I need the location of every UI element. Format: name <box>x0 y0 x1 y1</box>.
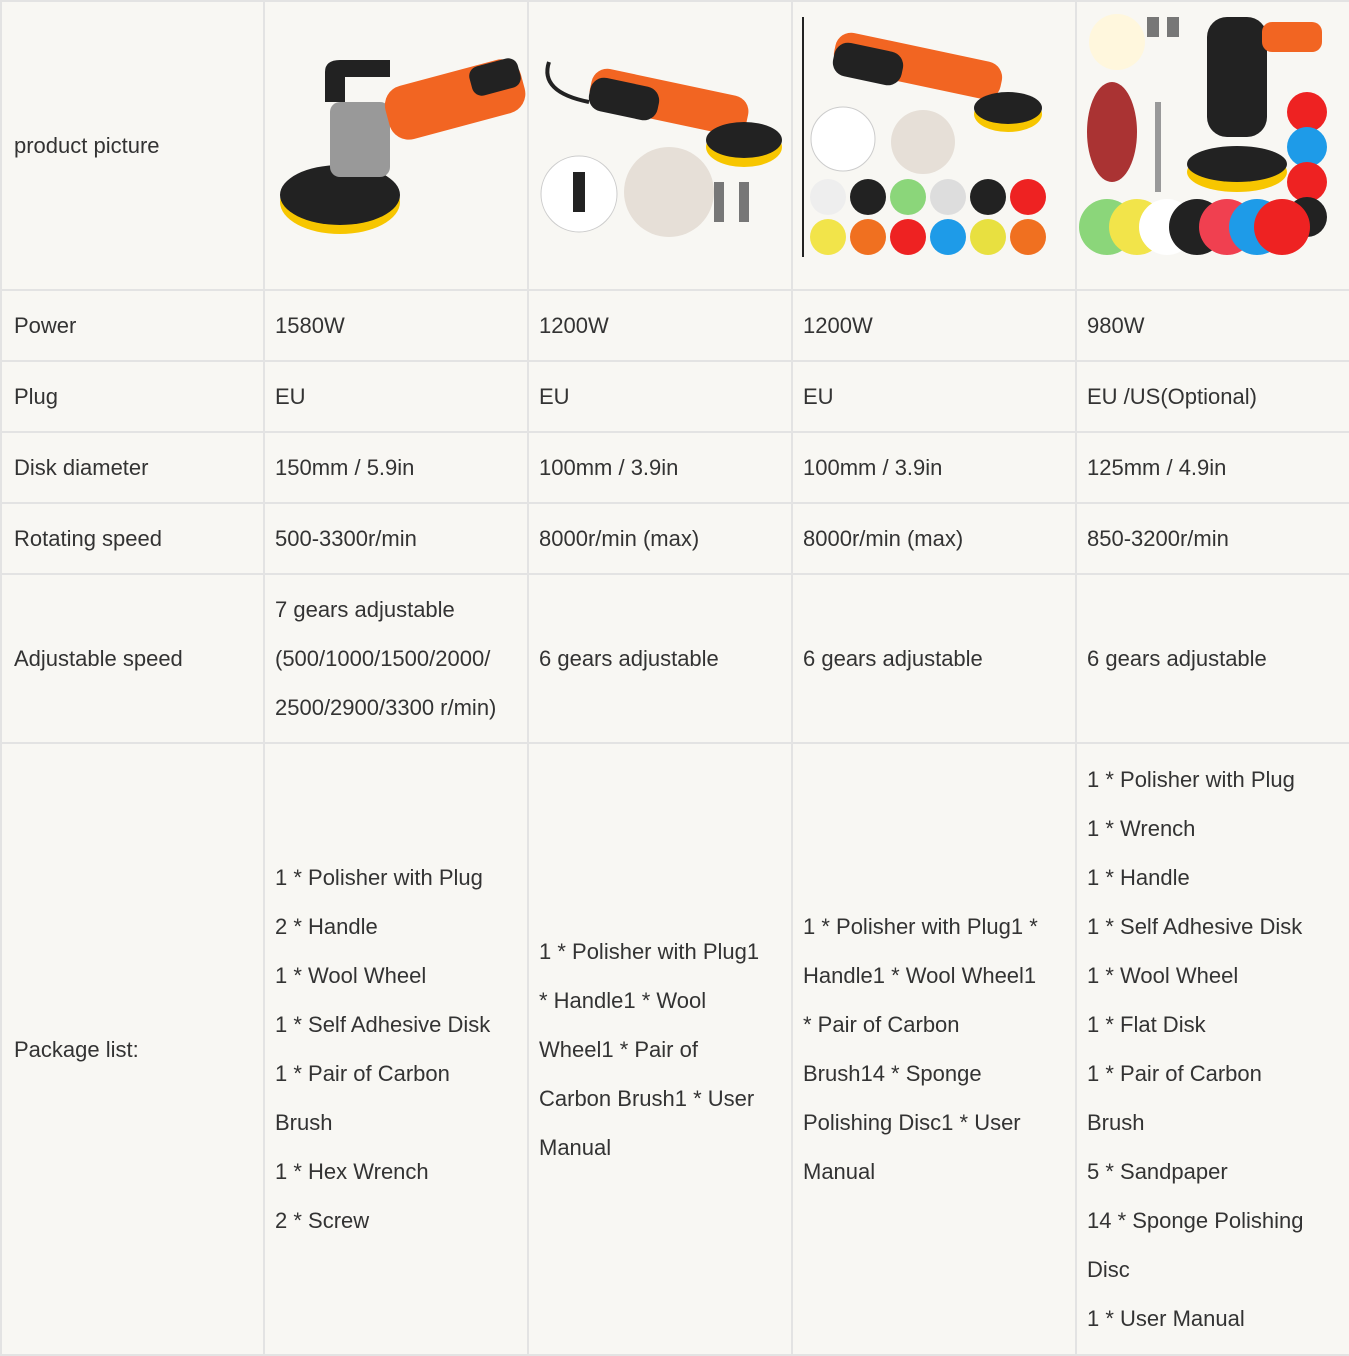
list-item: Carbon Brush1 * User <box>539 1085 755 1111</box>
row-label-disk-diameter: Disk diameter <box>1 432 264 503</box>
power-value-3: 1200W <box>792 290 1076 361</box>
list-item: 5 * Sandpaper <box>1087 1159 1228 1184</box>
list-item: Brush14 * Sponge <box>803 1061 982 1086</box>
list-item: 1 * Handle <box>1087 865 1190 890</box>
product-image-2 <box>528 1 792 290</box>
list-item: Manual <box>539 1134 612 1160</box>
power-value-2: 1200W <box>528 290 792 361</box>
row-power <box>1 290 1349 361</box>
adjustable-value-1 <box>264 574 528 743</box>
row-adjustable-speed <box>1 574 1349 743</box>
plug-value-4: EU /US(Optional) <box>1076 361 1349 432</box>
list-item: 2 * Screw <box>275 1208 370 1233</box>
row-label-product-picture: product picture <box>1 1 264 290</box>
row-label-power: Power <box>1 290 264 361</box>
row-rotating-speed <box>1 503 1349 574</box>
list-item: Disc <box>1087 1257 1130 1282</box>
list-item: 1 * Hex Wrench <box>275 1159 429 1184</box>
list-item: * Handle1 * Wool <box>539 987 707 1013</box>
adjustable-value-2: 6 gears adjustable <box>528 574 792 743</box>
list-item: 1 * Self Adhesive Disk <box>1087 914 1303 939</box>
list-item: Brush <box>275 1110 333 1135</box>
list-item: Wheel1 * Pair of <box>539 1036 698 1062</box>
product-image-1 <box>264 1 528 290</box>
plug-value-1: EU <box>264 361 528 432</box>
power-value-4: 980W <box>1076 290 1349 361</box>
list-item: Polishing Disc1 * User <box>803 1110 1021 1135</box>
plug-value-3: EU <box>792 361 1076 432</box>
adjustable-line: (500/1000/1500/2000/ <box>275 646 491 671</box>
disk-value-3: 100mm / 3.9in <box>792 432 1076 503</box>
power-value-1: 1580W <box>264 290 528 361</box>
speed-value-1: 500-3300r/min <box>264 503 528 574</box>
disk-value-4: 125mm / 4.9in <box>1076 432 1349 503</box>
product-image-4 <box>1076 1 1349 290</box>
adjustable-line: 2500/2900/3300 r/min) <box>275 695 497 720</box>
row-package-list <box>1 743 1349 1355</box>
list-item: Handle1 * Wool Wheel1 <box>803 963 1037 988</box>
speed-value-2: 8000r/min (max) <box>528 503 792 574</box>
package-list-1 <box>264 743 528 1355</box>
list-item: 1 * Wool Wheel <box>275 963 427 988</box>
list-item: 1 * Polisher with Plug <box>275 865 483 890</box>
row-label-rotating-speed: Rotating speed <box>1 503 264 574</box>
package-list-2 <box>528 743 792 1355</box>
package-list-3 <box>792 743 1076 1355</box>
package-list-4 <box>1076 743 1349 1355</box>
speed-value-3: 8000r/min (max) <box>792 503 1076 574</box>
list-item: 14 * Sponge Polishing <box>1087 1208 1304 1233</box>
list-item: 1 * Wool Wheel <box>1087 963 1239 988</box>
list-item: 2 * Handle <box>275 914 378 939</box>
list-item: * Pair of Carbon <box>803 1012 960 1037</box>
list-item: 1 * Self Adhesive Disk <box>275 1012 491 1037</box>
list-item: 1 * Polisher with Plug1 <box>539 938 760 964</box>
list-item: 1 * Polisher with Plug <box>1087 767 1295 792</box>
row-label-plug: Plug <box>1 361 264 432</box>
plug-value-2: EU <box>528 361 792 432</box>
row-disk-diameter <box>1 432 1349 503</box>
list-item: 1 * Polisher with Plug1 * <box>803 914 1038 939</box>
row-product-picture <box>1 1 1349 290</box>
list-item: 1 * Pair of Carbon <box>1087 1061 1262 1086</box>
list-item: 1 * Pair of Carbon <box>275 1061 450 1086</box>
row-label-package-list: Package list: <box>1 743 264 1355</box>
list-item: 1 * Wrench <box>1087 816 1196 841</box>
adjustable-value-3: 6 gears adjustable <box>792 574 1076 743</box>
row-plug <box>1 361 1349 432</box>
disk-value-1: 150mm / 5.9in <box>264 432 528 503</box>
adjustable-line: 7 gears adjustable <box>275 597 455 622</box>
list-item: 1 * User Manual <box>1087 1306 1245 1331</box>
disk-value-2: 100mm / 3.9in <box>528 432 792 503</box>
row-label-adjustable-speed: Adjustable speed <box>1 574 264 743</box>
speed-value-4: 850-3200r/min <box>1076 503 1349 574</box>
list-item: Brush <box>1087 1110 1145 1135</box>
list-item: Manual <box>803 1159 876 1184</box>
adjustable-value-4: 6 gears adjustable <box>1076 574 1349 743</box>
product-image-3 <box>792 1 1076 290</box>
list-item: 1 * Flat Disk <box>1087 1012 1206 1037</box>
